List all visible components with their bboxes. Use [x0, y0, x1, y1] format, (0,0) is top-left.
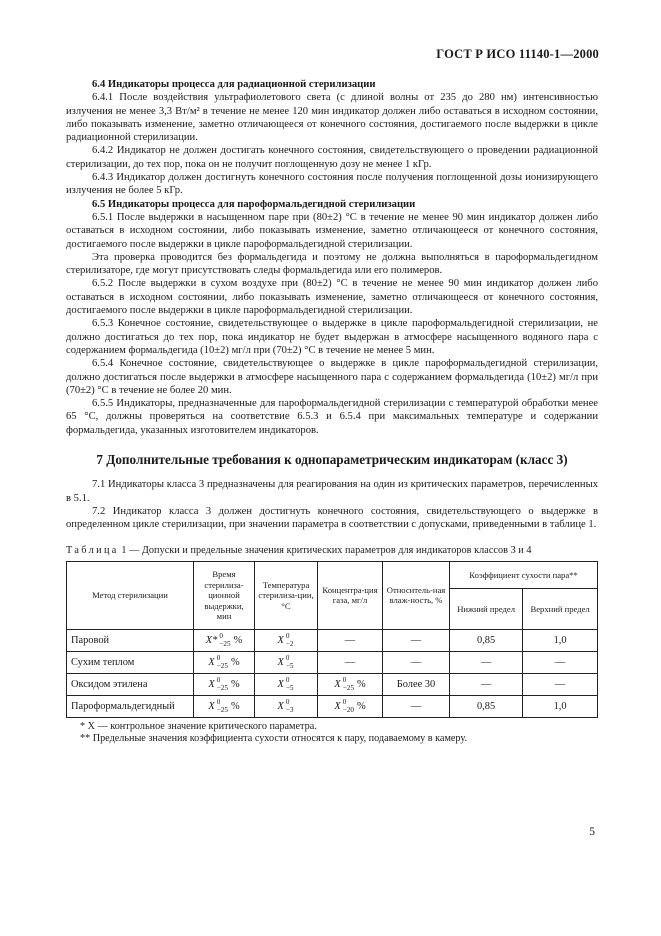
method-cell: Пароформальдегидный — [67, 695, 194, 717]
section-6-5-title: 6.5 Индикаторы процесса для пароформальдегидной стерилизации — [92, 198, 416, 210]
time-lower-limit: −25 — [216, 684, 228, 693]
temperature-tolerance — [277, 698, 294, 714]
time-upper-limit: 0 — [219, 632, 223, 641]
paragraph-6-5-1: 6.5.1 После выдержки в насыщенном паре при (80±2) °С в течение не менее 90 мин индикатор должен либо оставаться в исходном состоянии, либо показывать изменение, заметно отличающееся от конечного состояния, достигаемого после выдержки в цикле пароформальдегидной стерилизации. — [66, 211, 598, 250]
section-7-title: 7 Дополнительные требования к однопараметрическим индикаторам (класс 3) — [96, 452, 568, 468]
tolerances-table — [66, 561, 598, 718]
method-cell: Паровой — [67, 629, 194, 651]
temperature-symbol: X — [277, 700, 284, 712]
humidity-cell: — — [383, 695, 450, 717]
temperature-upper-limit: 0 — [285, 654, 290, 663]
temperature-limits — [286, 654, 294, 670]
concentration-lower-limit: −25 — [342, 684, 354, 693]
time-cell — [194, 629, 255, 651]
table-row — [67, 695, 598, 717]
time-cell — [194, 695, 255, 717]
concentration-cell — [318, 695, 383, 717]
time-symbol: X — [208, 700, 215, 712]
paragraph-7-2: 7.2 Индикатор класса 3 должен достигнуть конечного состояния, свидетельствующего о выдержке в определенном цикле стерилизации, при значении параметра в соответствии с допусками, приведенными в таблице 1. — [66, 505, 598, 531]
concentration-limits — [343, 676, 354, 692]
temperature-lower-limit: −5 — [285, 662, 294, 671]
time-tolerance — [208, 654, 239, 670]
temperature-tolerance — [277, 632, 294, 648]
paragraph-6-5-2: 6.5.2 После выдержки в сухом воздухе при (80±2) °С в течение не менее 90 мин индикатор должен либо оставаться в исходном состоянии, либо показывать изменение, заметно отличающееся от конечного состояния, достигаемого после выдержки в цикле пароформальдегидной стерилизации. — [66, 278, 598, 317]
time-limits — [217, 654, 228, 670]
paragraph-6-5-4: 6.5.4 Конечное состояние, свидетельствующее о выдержке в цикле пароформальдегидной стерилизации, должно достигаться после выдержки в атмосфере насыщенного пара с содержанием формальдегида (10±2) мг/л при (70±2) °С в течение не более 20 мин. — [66, 358, 598, 396]
table-row — [67, 651, 598, 673]
temperature-cell — [255, 695, 318, 717]
temperature-cell — [255, 651, 318, 673]
table-row — [67, 629, 598, 651]
time-symbol: X* — [205, 634, 218, 646]
temperature-tolerance — [277, 676, 294, 692]
table-body — [67, 629, 598, 717]
time-cell — [194, 651, 255, 673]
time-unit: % — [230, 700, 240, 712]
paragraph-6-4-3: 6.4.3 Индикатор должен достигнуть конечного состояния после получения поглощенной дозы ионизирующего излучения не более 5 кГр. — [66, 172, 598, 197]
temperature-limits — [286, 632, 294, 648]
concentration-cell — [318, 673, 383, 695]
concentration-unit: % — [356, 678, 366, 690]
time-lower-limit: −25 — [216, 706, 228, 715]
table-caption-text: 1 — Допуски и предельные значения критических параметров для индикаторов классов 3 и 4 — [121, 544, 532, 556]
concentration-tolerance — [334, 676, 365, 692]
temperature-lower-limit: −5 — [285, 684, 294, 693]
temperature-symbol: X — [277, 634, 284, 646]
temperature-lower-limit: −3 — [285, 706, 294, 715]
section-6-4-title: 6.4 Индикаторы процесса для радиационной стерилизации — [92, 79, 376, 90]
temperature-cell — [255, 629, 318, 651]
time-unit: % — [230, 678, 240, 690]
upper-limit-cell: 1,0 — [523, 629, 598, 651]
time-symbol: X — [208, 656, 215, 668]
lower-limit-cell: 0,85 — [450, 695, 523, 717]
paragraph-6-5-1-note: Эта проверка проводится без формальдегида и поэтому не должна выполняться в пароформальдегидном стерилизаторе, где могут присутствовать следы формальдегида или его полимеров. — [66, 251, 598, 277]
upper-limit-cell: 1,0 — [523, 695, 598, 717]
temperature-limits — [286, 698, 294, 714]
header-humidity: Относитель-ная влаж-ность, % — [383, 561, 450, 629]
time-tolerance — [208, 698, 239, 714]
method-cell: Оксидом этилена — [67, 673, 194, 695]
temperature-upper-limit: 0 — [285, 676, 290, 685]
humidity-cell: Более 30 — [383, 673, 450, 695]
concentration-upper-limit: 0 — [342, 698, 347, 707]
footnote-2: ** Предельные значения коэффициента сухости относятся к пару, подаваемому в камеру. — [80, 733, 468, 745]
time-lower-limit: −25 — [219, 640, 231, 649]
time-lower-limit: −25 — [216, 662, 228, 671]
paragraph-7-1: 7.1 Индикаторы класса 3 предназначены для реагирования на один из критических параметров, перечисленных в 5.1. — [66, 479, 598, 504]
humidity-cell: — — [383, 651, 450, 673]
header-time: Время стерилиза-ционной выдержки, мин — [194, 561, 255, 629]
time-tolerance — [208, 676, 239, 692]
header-upper-limit: Верхний предел — [523, 588, 598, 629]
temperature-tolerance — [277, 654, 294, 670]
method-cell: Сухим теплом — [67, 651, 194, 673]
paragraph-6-5-5: 6.5.5 Индикаторы, предназначенные для пароформальдегидной стерилизации с температурой обработки менее 65 °С, должны проверяться на соответствие 6.5.3 и 6.5.4 при максимальных температуре и содержании формальдегида, указанных изготовителем индикаторов. — [66, 398, 598, 436]
concentration-unit: % — [356, 700, 366, 712]
table-row — [67, 673, 598, 695]
concentration-cell: — — [318, 651, 383, 673]
lower-limit-cell: — — [450, 673, 523, 695]
time-unit: % — [233, 634, 243, 646]
concentration-lower-limit: −20 — [342, 706, 354, 715]
paragraph-6-4-1: 6.4.1 После воздействия ультрафиолетового света (с длиной волны от 235 до 280 нм) интенсивностью излучения не менее 3,3 Вт/м² в течение не менее 120 мин индикатор должен либо оставаться в исходном состоянии, либо показывать изменение, заметно отличающееся от конечного состояния, достигаемого после выдержки в цикле радиационной стерилизации. — [66, 92, 598, 144]
time-unit: % — [230, 656, 240, 668]
header-lower-limit: Нижний предел — [450, 588, 523, 629]
upper-limit-cell: — — [523, 673, 598, 695]
temperature-upper-limit: 0 — [285, 698, 290, 707]
table-caption-word: Таблица — [66, 544, 119, 556]
concentration-limits — [343, 698, 354, 714]
humidity-cell: — — [383, 629, 450, 651]
document-body — [66, 78, 598, 746]
time-upper-limit: 0 — [216, 698, 221, 707]
time-limits — [217, 698, 228, 714]
lower-limit-cell: 0,85 — [450, 629, 523, 651]
lower-limit-cell: — — [450, 651, 523, 673]
time-cell — [194, 673, 255, 695]
footnote-1: * X — контрольное значение критического параметра. — [80, 720, 317, 732]
upper-limit-cell: — — [523, 651, 598, 673]
time-upper-limit: 0 — [216, 676, 221, 685]
temperature-lower-limit: −2 — [285, 640, 294, 649]
temperature-symbol: X — [277, 678, 284, 690]
concentration-symbol: X — [334, 700, 341, 712]
concentration-cell: — — [318, 629, 383, 651]
concentration-symbol: X — [334, 678, 341, 690]
temperature-cell — [255, 673, 318, 695]
temperature-upper-limit: 0 — [285, 632, 290, 641]
time-tolerance — [206, 632, 242, 648]
paragraph-6-5-3: 6.5.3 Конечное состояние, свидетельствующее о выдержке в цикле пароформальдегидной стерилизации, не должно достигаться до тех пор, пока индикатор не будет выдержан в атмосфере насыщенного водяного пара с содержанием формальдегида (10±2) мг/л при (70±2) °С в течение не менее 5 мин. — [66, 318, 598, 356]
table-caption — [66, 544, 598, 557]
paragraph-6-4-2: 6.4.2 Индикатор не должен достигать конечного состояния, свидетельствующего о проведении радиационной стерилизации, до тех пор, пока он не получит поглощенную дозу не менее 1 кГр. — [66, 145, 598, 170]
time-upper-limit: 0 — [216, 654, 221, 663]
document-header: ГОСТ Р ИСО 11140-1—2000 — [436, 47, 599, 61]
time-limits — [219, 632, 230, 648]
table-notes — [66, 721, 598, 746]
temperature-limits — [286, 676, 294, 692]
time-symbol: X — [208, 678, 215, 690]
concentration-upper-limit: 0 — [342, 676, 347, 685]
header-concentration: Концентра-ция газа, мг/л — [318, 561, 383, 629]
concentration-tolerance — [334, 698, 365, 714]
temperature-symbol: X — [277, 656, 284, 668]
header-method: Метод стерилизации — [67, 561, 194, 629]
header-dryness: Коэффициент сухости пара** — [450, 561, 598, 588]
page-number: 5 — [589, 826, 595, 838]
time-limits — [217, 676, 228, 692]
header-temperature: Температура стерилиза-ции, °С — [255, 561, 318, 629]
